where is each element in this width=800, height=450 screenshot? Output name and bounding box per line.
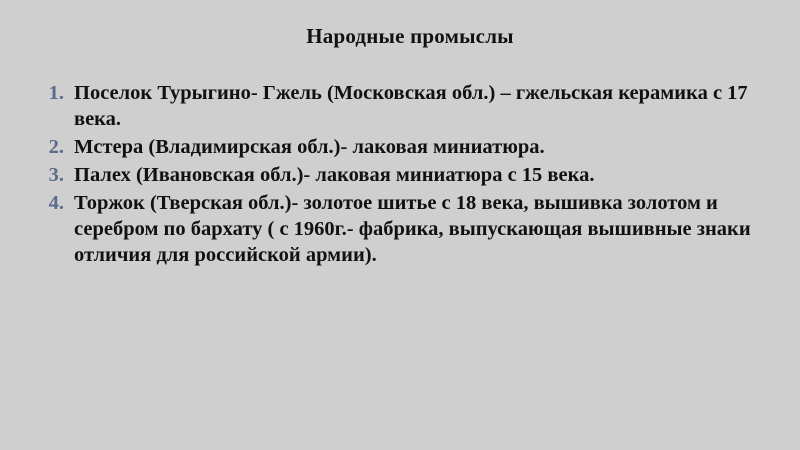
content-body: [28, 80, 776, 270]
list-item: [28, 80, 776, 132]
list-item-marker: 3.: [48, 164, 64, 187]
list-item-marker: 1.: [48, 82, 64, 104]
list-item-text: Поселок Турыгино- Гжель (Московская обл.) – гжельская керамика с 17 века.: [74, 82, 748, 131]
numbered-list: [28, 80, 776, 268]
list-item-text: Палех (Ивановская обл.)- лаковая миниатюра с 15 века.: [74, 164, 595, 187]
list-item-text: Мстера (Владимирская обл.)- лаковая миниатюра.: [74, 136, 545, 159]
list-item: [28, 190, 776, 268]
page-title: Народные промыслы: [306, 24, 514, 48]
list-item: [28, 134, 776, 160]
list-item-text: Торжок (Тверская обл.)- золотое шитье с 18 века, вышивка золотом и серебром по бархату ( с 1960г.- фабрика, выпускающая вышивные знаки отличия для российской армии).: [74, 192, 751, 267]
list-item-marker: 4.: [48, 192, 64, 215]
list-item-marker: 2.: [48, 136, 64, 159]
list-item: [28, 162, 776, 188]
